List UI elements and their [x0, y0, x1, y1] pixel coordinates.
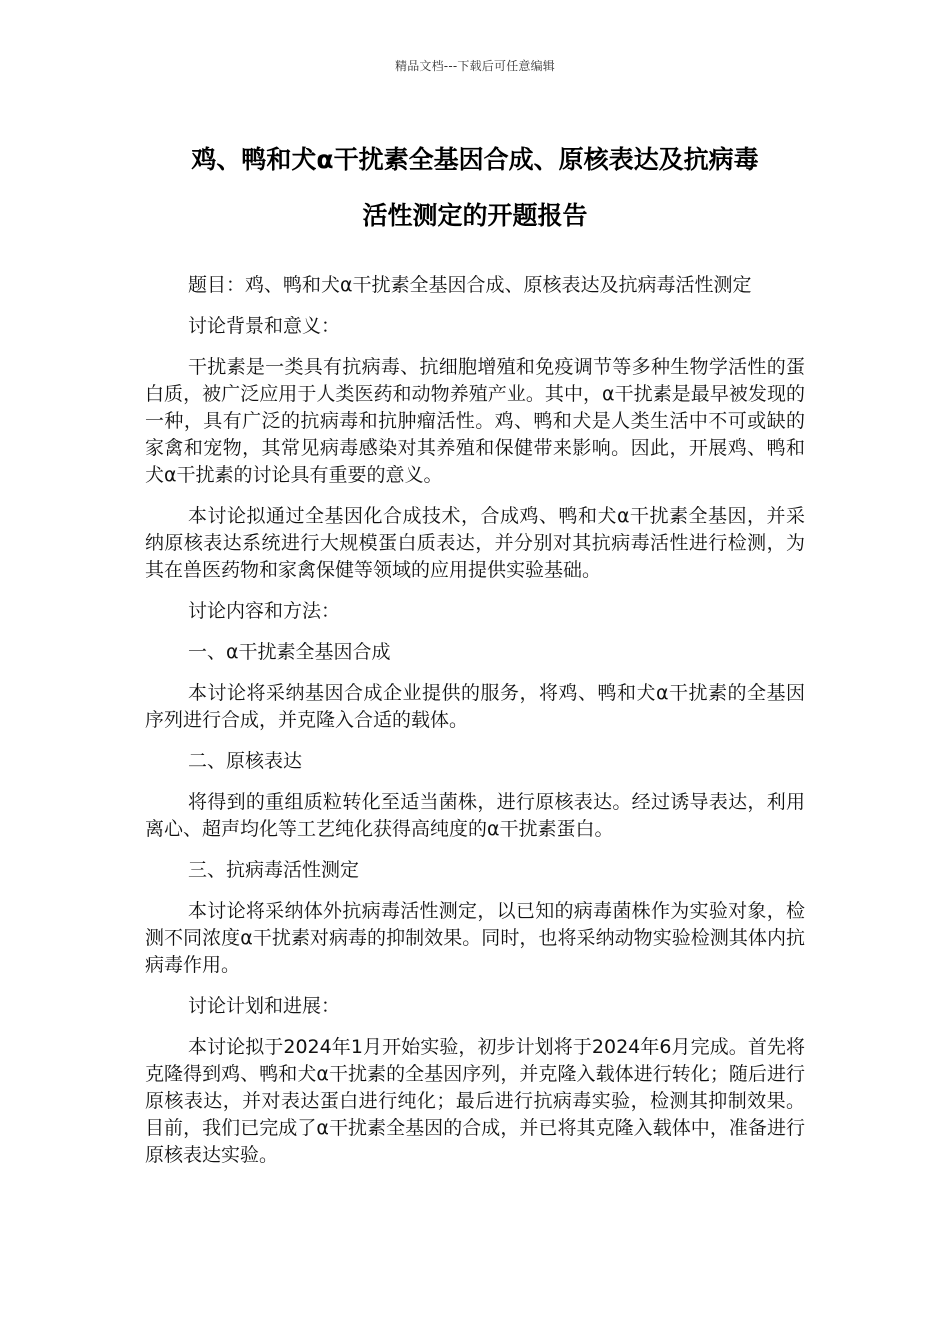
- background-paragraph-2: 本讨论拟通过全基因化合成技术，合成鸡、鸭和犬α干扰素全基因，并采纳原核表达系统进行大规模蛋白质表达，并分别对其抗病毒活性进行检测，为其在兽医药物和家禽保健等领域的应用提供实验基础。: [145, 505, 805, 581]
- topic-paragraph: 题目：鸡、鸭和犬α干扰素全基因合成、原核表达及抗病毒活性测定: [188, 274, 752, 296]
- gene-synthesis-paragraph: 本讨论将采纳基因合成企业提供的服务，将鸡、鸭和犬α干扰素的全基因序列进行合成，并克隆入合适的载体。: [145, 682, 805, 731]
- plan-progress-paragraph: 本讨论拟于2024年1月开始实验，初步计划将于2024年6月完成。首先将克隆得到鸡、鸭和犬α干扰素的全基因序列，并克隆入载体进行转化；随后进行原核表达，并对表达蛋白进行纯化；最后进行抗病毒实验，检测其抑制效果。目前，我们已完成了α干扰素全基因的合成，并已将其克隆入载体中，准备进行原核表达实验。: [145, 1036, 805, 1166]
- header-note: 精品文档---下载后可任意编辑: [395, 59, 555, 73]
- section-heading-plan-progress: 讨论计划和进展：: [188, 995, 341, 1017]
- document-title-line-2: 活性测定的开题报告: [362, 201, 588, 230]
- background-paragraph-1: 干扰素是一类具有抗病毒、抗细胞增殖和免疫调节等多种生物学活性的蛋白质，被广泛应用于人类医药和动物养殖产业。其中，α干扰素是最早被发现的一种，具有广泛的抗病毒和抗肿瘤活性。鸡、鸭和犬是人类生活中不可或缺的家禽和宠物，其常见病毒感染对其养殖和保健带来影响。因此，开展鸡、鸭和犬α干扰素的讨论具有重要的意义。: [145, 356, 805, 486]
- antiviral-assay-paragraph: 本讨论将采纳体外抗病毒活性测定，以已知的病毒菌株作为实验对象，检测不同浓度α干扰素对病毒的抑制效果。同时，也将采纳动物实验检测其体内抗病毒作用。: [145, 900, 805, 976]
- document-body: [145, 272, 805, 1183]
- subheading-prokaryotic-expression: 二、原核表达: [188, 750, 303, 772]
- section-heading-content-methods: 讨论内容和方法：: [188, 600, 341, 622]
- subheading-antiviral-assay: 三、抗病毒活性测定: [188, 859, 360, 881]
- document-title-line-1: 鸡、鸭和犬α干扰素全基因合成、原核表达及抗病毒: [191, 145, 759, 174]
- section-heading-background: 讨论背景和意义：: [188, 315, 341, 337]
- prokaryotic-expression-paragraph: 将得到的重组质粒转化至适当菌株，进行原核表达。经过诱导表达，利用离心、超声均化等工艺纯化获得高纯度的α干扰素蛋白。: [145, 791, 805, 840]
- subheading-gene-synthesis: 一、α干扰素全基因合成: [188, 641, 391, 663]
